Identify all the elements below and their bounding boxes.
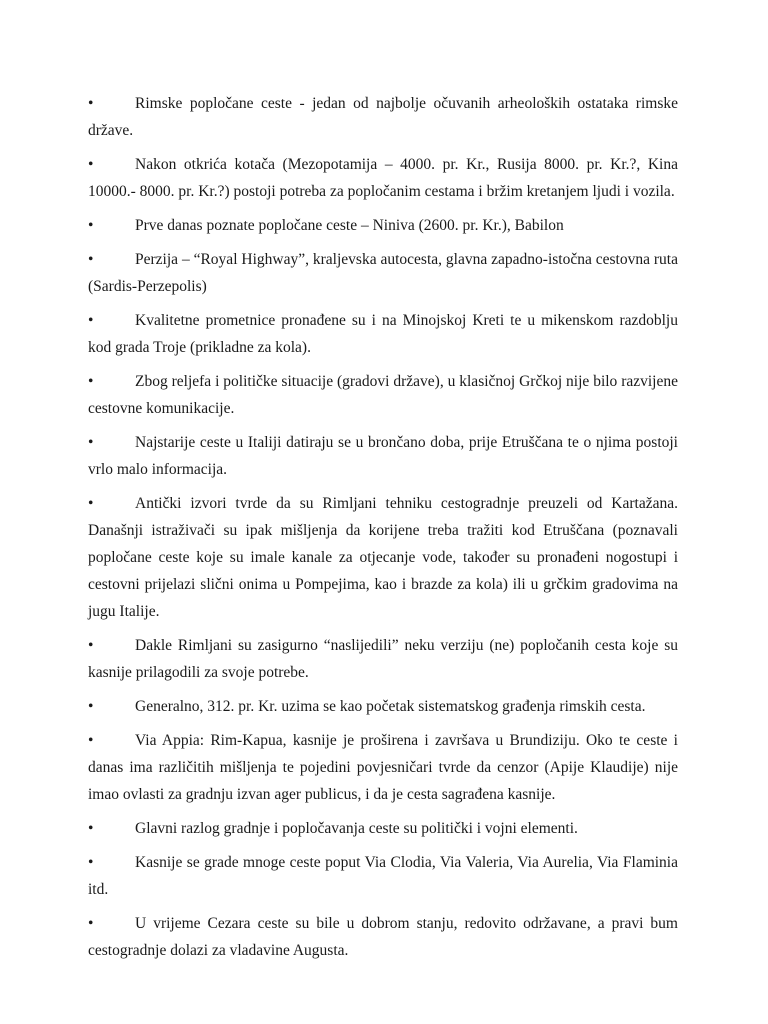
list-item-text: Kvalitetne prometnice pronađene su i na Minojskoj Kreti te u mikenskom razdoblju kod grada Troje (prikladne za kola). xyxy=(88,312,678,356)
bullet-marker: • xyxy=(88,637,94,654)
list-item xyxy=(88,90,678,144)
list-item xyxy=(88,429,678,483)
bullet-marker: • xyxy=(88,820,94,837)
bullet-marker: • xyxy=(88,915,94,932)
list-item-text: Najstarije ceste u Italiji datiraju se u brončano doba, prije Etruščana te o njima postoji vrlo malo informacija. xyxy=(88,434,678,478)
list-item xyxy=(88,307,678,361)
list-item xyxy=(88,815,678,842)
bullet-marker: • xyxy=(88,156,94,173)
bullet-marker: • xyxy=(88,698,94,715)
list-item xyxy=(88,246,678,300)
list-item xyxy=(88,693,678,720)
bullet-marker: • xyxy=(88,95,94,112)
list-item-text: Prve danas poznate popločane ceste – Niniva (2600. pr. Kr.), Babilon xyxy=(135,217,564,234)
bullet-marker: • xyxy=(88,217,94,234)
list-item xyxy=(88,368,678,422)
list-item-text: Kasnije se grade mnoge ceste poput Via Clodia, Via Valeria, Via Aurelia, Via Flaminia itd. xyxy=(88,854,678,898)
list-item xyxy=(88,849,678,903)
list-item-text: Perzija – “Royal Highway”, kraljevska autocesta, glavna zapadno-istočna cestovna ruta (Sardis-Perzepolis) xyxy=(88,251,678,295)
list-item-text: Rimske popločane ceste - jedan od najbolje očuvanih arheoloških ostataka rimske države. xyxy=(88,95,678,139)
bullet-marker: • xyxy=(88,251,94,268)
bullet-marker: • xyxy=(88,732,94,749)
list-item xyxy=(88,490,678,625)
list-item-text: Via Appia: Rim-Kapua, kasnije je proširena i završava u Brundiziju. Oko te ceste i danas ima različitih mišljenja te pojedini povjesničari tvrde da cenzor (Apije Klaudije) nije imao ovlasti za gradnju izvan ager publicus, i da je cesta sagrađena kasnije. xyxy=(88,732,678,803)
list-item xyxy=(88,212,678,239)
list-item xyxy=(88,910,678,964)
list-item xyxy=(88,632,678,686)
bullet-marker: • xyxy=(88,854,94,871)
bullet-marker: • xyxy=(88,434,94,451)
list-item-text: Nakon otkrića kotača (Mezopotamija – 4000. pr. Kr., Rusija 8000. pr. Kr.?, Kina 10000.- 8000. pr. Kr.?) postoji potreba za popločanim cestama i bržim kretanjem ljudi i vozila. xyxy=(88,156,678,200)
list-item-text: Generalno, 312. pr. Kr. uzima se kao početak sistematskog građenja rimskih cesta. xyxy=(135,698,646,715)
bullet-list xyxy=(88,90,678,971)
list-item-text: Glavni razlog gradnje i popločavanja ceste su politički i vojni elementi. xyxy=(135,820,578,837)
bullet-marker: • xyxy=(88,495,94,512)
bullet-marker: • xyxy=(88,312,94,329)
list-item-text: Dakle Rimljani su zasigurno “naslijedili” neku verziju (ne) popločanih cesta koje su kasnije prilagodili za svoje potrebe. xyxy=(88,637,678,681)
list-item xyxy=(88,151,678,205)
list-item-text: U vrijeme Cezara ceste su bile u dobrom stanju, redovito održavane, a pravi bum cestogradnje dolazi za vladavine Augusta. xyxy=(88,915,678,959)
list-item-text: Zbog reljefa i političke situacije (gradovi države), u klasičnoj Grčkoj nije bilo razvijene cestovne komunikacije. xyxy=(88,373,678,417)
list-item xyxy=(88,727,678,808)
list-item-text: Antički izvori tvrde da su Rimljani tehniku cestogradnje preuzeli od Kartažana. Današnji istraživači su ipak mišljenja da korijene treba tražiti kod Etruščana (poznavali popločane ceste koje su imale kanale za otjecanje vode, također su pronađeni nogostupi i cestovni prijelazi slični onima u Pompejima, kao i brazde za kola) ili u grčkim gradovima na jugu Italije. xyxy=(88,495,678,620)
bullet-marker: • xyxy=(88,373,94,390)
